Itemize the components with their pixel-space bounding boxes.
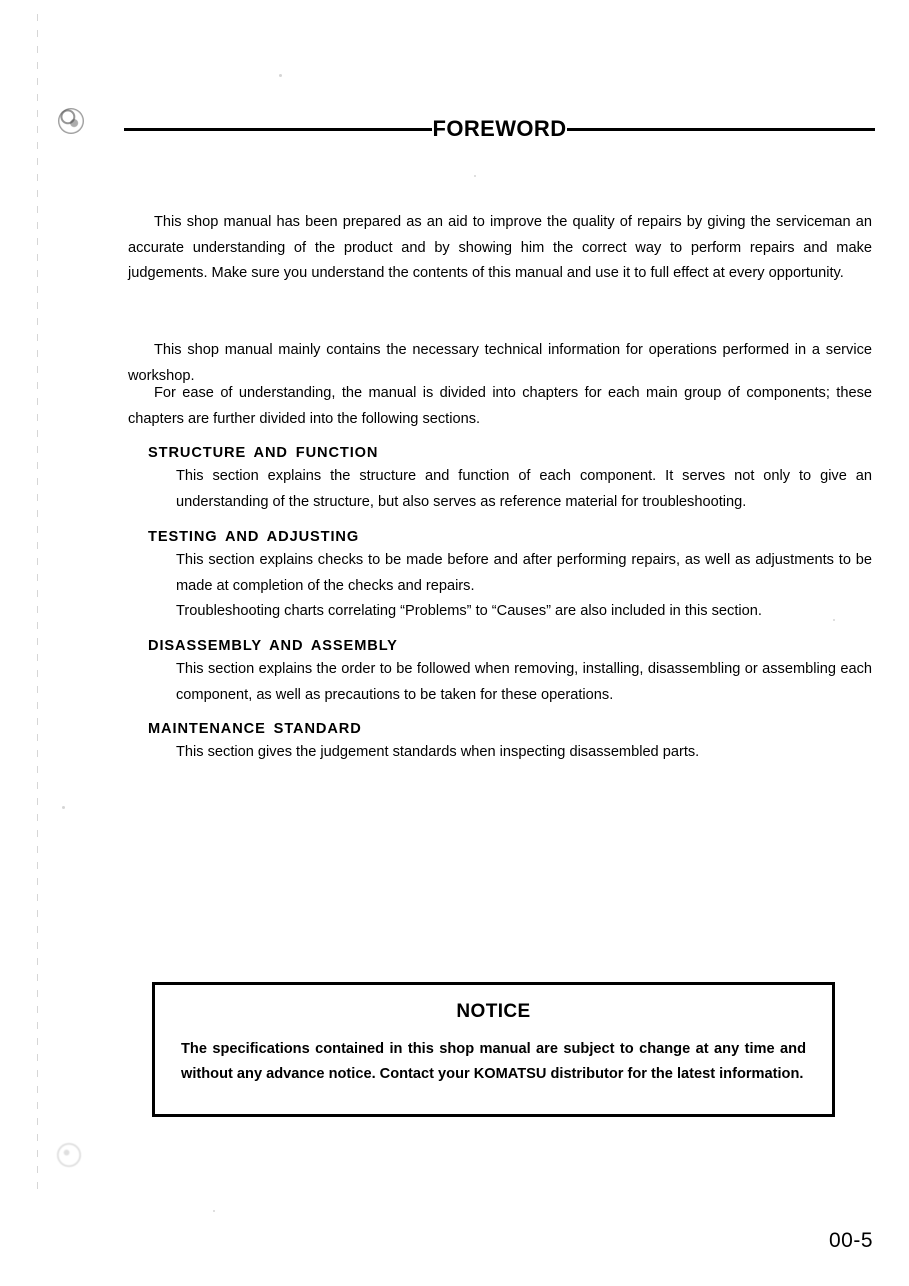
section-structure-and-function [148, 445, 872, 515]
notice-box [152, 982, 835, 1117]
section-heading: DISASSEMBLY AND ASSEMBLY [148, 638, 398, 654]
notice-title: NOTICE [456, 1001, 531, 1022]
section-body-text-secondary: Troubleshooting charts correlating “Problems” to “Causes” are also included in this section. [176, 603, 762, 619]
notice-text-block [181, 1037, 806, 1087]
scan-smudge-artifact-top [58, 108, 84, 134]
page-title: FOREWORD [432, 116, 567, 141]
section-body [176, 464, 872, 515]
intro-paragraph-2: This shop manual mainly contains the necessary technical information for operations performed in a service workshop. [128, 342, 872, 384]
header-rule-right [567, 128, 875, 131]
page-header [124, 112, 875, 146]
scan-smudge-artifact-bottom [57, 1143, 81, 1167]
intro-paragraph-3-block [128, 381, 872, 432]
section-maintenance-standard [148, 721, 872, 766]
page-number: 00-5 [828, 1229, 873, 1252]
section-body [176, 657, 872, 708]
scan-binding-edge-line [37, 14, 38, 1194]
scan-speck [213, 1210, 215, 1212]
scan-speck [279, 74, 282, 77]
section-body-text: This section explains the order to be followed when removing, installing, disassembling or assembling each component, as well as precautions to be taken for these operations. [176, 661, 872, 703]
section-heading: STRUCTURE AND FUNCTION [148, 445, 379, 461]
intro-paragraph-1-block [128, 210, 872, 287]
notice-text: The specifications contained in this shop manual are subject to change at any time and without any advance notice. Contact your KOMATSU distributor for the latest information. [181, 1041, 806, 1082]
section-testing-and-adjusting [148, 529, 872, 625]
section-body [176, 548, 872, 625]
section-heading: TESTING AND ADJUSTING [148, 529, 360, 545]
section-body-text: This section gives the judgement standards when inspecting disassembled parts. [176, 744, 700, 760]
section-body-text: This section explains the structure and function of each component. It serves not only to give an understanding of the structure, but also serves as reference material for troubleshooting. [176, 468, 872, 510]
section-heading: MAINTENANCE STANDARD [148, 721, 362, 737]
section-disassembly-and-assembly [148, 638, 872, 708]
header-rule-left [124, 128, 432, 131]
intro-paragraph-3: For ease of understanding, the manual is divided into chapters for each main group of components; these chapters are further divided into the following sections. [128, 385, 872, 427]
scan-speck [474, 175, 476, 177]
intro-paragraph-1: This shop manual has been prepared as an aid to improve the quality of repairs by giving the serviceman an accurate understanding of the product and by showing him the correct way to perform repairs and make judgements. Make sure you understand the contents of this manual and use it to full effect at every opportunity. [128, 214, 872, 281]
section-body-text: This section explains checks to be made before and after performing repairs, as well as adjustments to be made at completion of the checks and repairs. [176, 552, 872, 594]
section-body [176, 740, 872, 766]
scan-speck [62, 806, 65, 809]
